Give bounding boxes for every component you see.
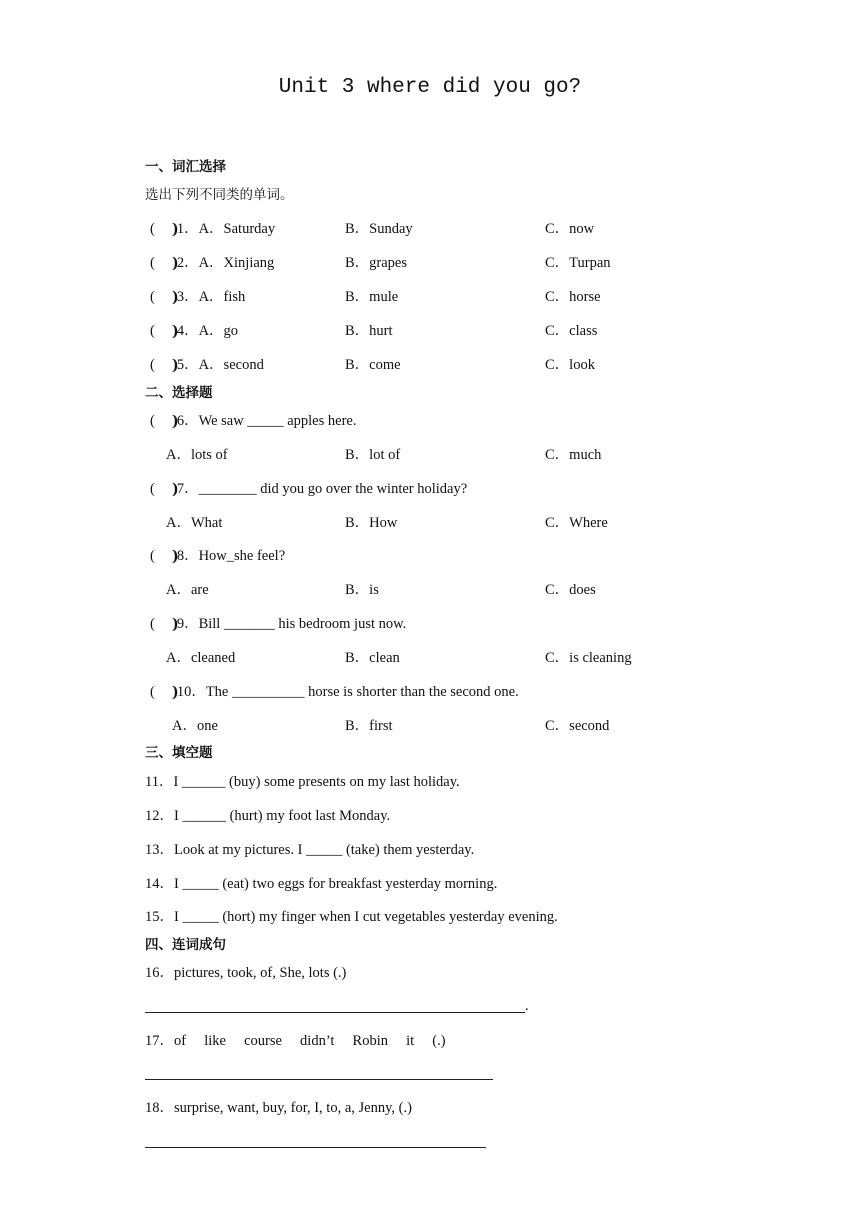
answer-paren: ( )	[150, 357, 178, 373]
page-title: Unit 3 where did you go?	[278, 76, 582, 99]
section-heading-vocab: 一、词汇选择	[145, 159, 226, 175]
option-a: A．What	[166, 515, 223, 531]
mc-question-10	[0, 683, 860, 701]
question-text: )8．How_she feel?	[172, 548, 286, 564]
option-c: C．second	[545, 718, 610, 734]
fill-question-14: 14．I _____ (eat) two eggs for breakfast yesterday morning.	[145, 876, 498, 892]
question-text: )7．________ did you go over the winter holiday?	[172, 481, 468, 497]
answer-line-18[interactable]	[145, 1147, 486, 1148]
mc-options-6	[0, 446, 860, 464]
option-b: B．Sunday	[345, 221, 413, 237]
question-text: )3．A．fish	[172, 289, 246, 305]
answer-period: .	[525, 998, 529, 1014]
option-c: C．is cleaning	[545, 650, 632, 666]
vocab-question-4	[0, 322, 860, 340]
option-b: B．hurt	[345, 323, 393, 339]
option-c: C．much	[545, 447, 602, 463]
vocab-question-2	[0, 254, 860, 272]
option-b: B．first	[345, 718, 393, 734]
mc-options-8	[0, 581, 860, 599]
option-c: C．Where	[545, 515, 608, 531]
question-text: )6．We saw _____ apples here.	[172, 413, 357, 429]
answer-paren: ( )	[150, 684, 178, 700]
answer-paren: ( )	[150, 289, 178, 305]
answer-line-17[interactable]	[145, 1079, 493, 1080]
section-heading-choice: 二、选择题	[145, 385, 213, 401]
answer-paren: ( )	[150, 616, 178, 632]
mc-options-9	[0, 649, 860, 667]
mc-question-7	[0, 480, 860, 498]
question-text: )5．A．second	[172, 357, 264, 373]
question-text: )9．Bill _______ his bedroom just now.	[172, 616, 407, 632]
fill-question-13: 13．Look at my pictures. I _____ (take) them yesterday.	[145, 842, 475, 858]
option-b: B．is	[345, 582, 379, 598]
question-text: )10．The __________ horse is shorter than the second one.	[172, 684, 519, 700]
question-text: )4．A．go	[172, 323, 239, 339]
fill-question-15: 15．I _____ (hort) my finger when I cut vegetables yesterday evening.	[145, 909, 558, 925]
option-a: A．are	[166, 582, 209, 598]
option-b: B．lot of	[345, 447, 401, 463]
section-heading-fill: 三、填空题	[145, 745, 213, 761]
option-b: B．How	[345, 515, 398, 531]
answer-paren: ( )	[150, 255, 178, 271]
answer-paren: ( )	[150, 548, 178, 564]
order-question-16: 16．pictures, took, of, She, lots (.)	[145, 965, 347, 981]
mc-question-9	[0, 615, 860, 633]
answer-paren: ( )	[150, 481, 178, 497]
section-instruction: 选出下列不同类的单词。	[145, 187, 294, 203]
mc-options-7	[0, 514, 860, 532]
vocab-question-5	[0, 356, 860, 374]
answer-paren: ( )	[150, 323, 178, 339]
option-b: B．come	[345, 357, 401, 373]
vocab-question-1	[0, 220, 860, 238]
question-text: )1．A．Saturday	[172, 221, 276, 237]
option-c: C．horse	[545, 289, 601, 305]
option-c: C．Turpan	[545, 255, 611, 271]
answer-paren: ( )	[150, 413, 178, 429]
option-b: B．grapes	[345, 255, 408, 271]
option-c: C．does	[545, 582, 596, 598]
option-b: B．clean	[345, 650, 400, 666]
option-a: A．cleaned	[166, 650, 236, 666]
answer-line-16[interactable]	[145, 1012, 525, 1013]
question-text: )2．A．Xinjiang	[172, 255, 275, 271]
answer-paren: ( )	[150, 221, 178, 237]
option-a: A．lots of	[166, 447, 228, 463]
fill-question-11: 11．I ______ (buy) some presents on my last holiday.	[145, 774, 460, 790]
section-heading-order: 四、连词成句	[145, 937, 226, 953]
mc-question-8	[0, 547, 860, 565]
order-question-17: 17．of like course didn’t Robin it (.)	[145, 1033, 446, 1049]
option-c: C．look	[545, 357, 595, 373]
option-c: C．class	[545, 323, 598, 339]
option-b: B．mule	[345, 289, 399, 305]
mc-options-10	[0, 717, 860, 735]
mc-question-6	[0, 412, 860, 430]
option-a: A．one	[172, 718, 218, 734]
order-question-18: 18．surprise, want, buy, for, I, to, a, Jenny, (.)	[145, 1100, 412, 1116]
option-c: C．now	[545, 221, 595, 237]
vocab-question-3	[0, 288, 860, 306]
fill-question-12: 12．I ______ (hurt) my foot last Monday.	[145, 808, 391, 824]
